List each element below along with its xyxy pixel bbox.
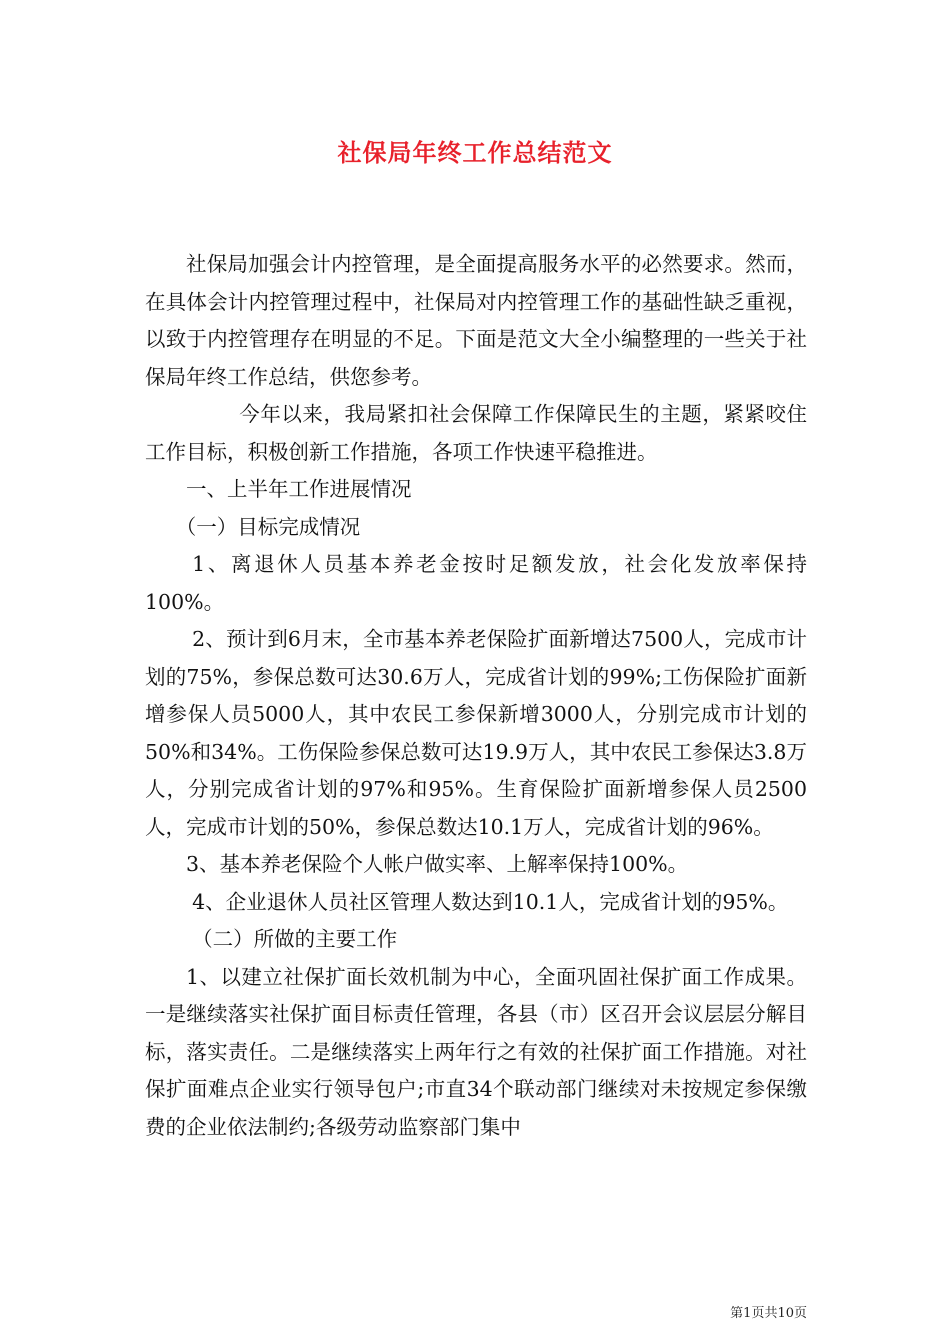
subsection-heading: （一）目标完成情况 [175,514,361,539]
list-item: 4、企业退休人员社区管理人数达到10.1人，完成省计划的95%。 [192,889,789,914]
list-item: 1、离退休人员基本养老金按时足额发放，社会化发放率保持100%。 [145,552,807,614]
document-body [145,246,807,1146]
list-item: 3、基本养老保险个人帐户做实率、上解率保持100%。 [186,852,689,876]
paragraph-intro: 社保局加强会计内控管理，是全面提高服务水平的必然要求。然而，在具体会计内控管理过程中，社保局对内控管理工作的基础性缺乏重视，以致于内控管理存在明显的不足。下面是范文大全小编整理的一些关于社保局年终工作总结，供您参考。 [145,252,807,389]
page-number: 第1页共10页 [730,1306,807,1321]
paragraph-overview: 今年以来，我局紧扣社会保障工作保障民生的主题，紧紧咬住工作目标，积极创新工作措施，各项工作快速平稳推进。 [145,402,807,464]
list-item: 2、预计到6月末，全市基本养老保险扩面新增达7500人，完成市计划的75%，参保总数可达30.6万人，完成省计划的99%;工伤保险扩面新增参保人员5000人，其中农民工参保新增3000人，分别完成市计划的50%和34%。工伤保险参保总数可达19.9万人，其中农民工参保达3.8万人，分别完成省计划的97%和95%。生育保险扩面新增参保人员2500人，完成市计划的50%，参保总数达10.1万人，完成省计划的96%。 [145,627,807,839]
list-item: 1、以建立社保扩面长效机制为中心，全面巩固社保扩面工作成果。一是继续落实社保扩面目标责任管理，各县（市）区召开会议层层分解目标，落实责任。二是继续落实上两年行之有效的社保扩面工作措施。对社保扩面难点企业实行领导包户;市直34个联动部门继续对未按规定参保缴费的企业依法制约;各级劳动监察部门集中 [145,964,807,1139]
subsection-heading: （二）所做的主要工作 [192,927,398,951]
section-heading: 一、上半年工作进展情况 [186,477,412,501]
document-title: 社保局年终工作总结范文 [337,139,613,167]
